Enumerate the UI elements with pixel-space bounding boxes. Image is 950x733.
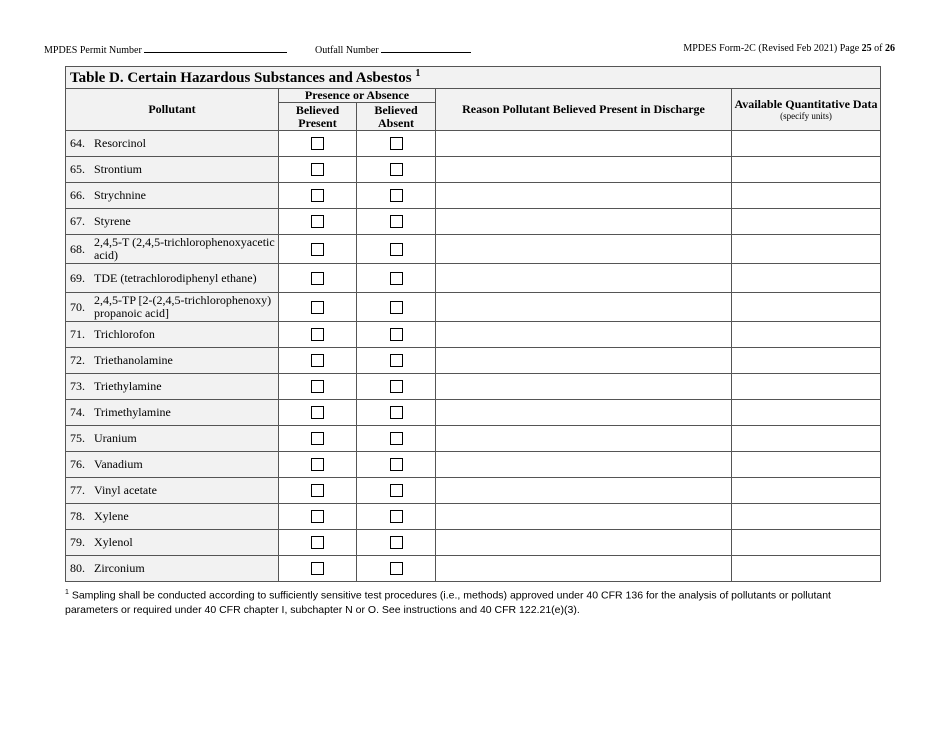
believed-present-cell (279, 322, 357, 348)
pollutant-name: Resorcinol (94, 136, 146, 150)
reason-input-cell[interactable] (436, 374, 732, 400)
believed-present-cell (279, 478, 357, 504)
believed-present-cell (279, 400, 357, 426)
reason-input-cell[interactable] (436, 235, 732, 264)
pollutant-name: Trimethylamine (94, 405, 171, 419)
table-row (66, 348, 881, 374)
quant-data-input-cell[interactable] (732, 209, 881, 235)
quant-data-input-cell[interactable] (732, 183, 881, 209)
pollutant-cell (66, 322, 279, 348)
table-title: Table D. Certain Hazardous Substances and Asbestos $^1$ (66, 67, 881, 89)
pollutant-name: Xylene (94, 509, 129, 523)
outfall-number-label: Outfall Number (315, 43, 471, 57)
believed-absent-checkbox[interactable] (390, 354, 403, 367)
believed-absent-checkbox[interactable] (390, 432, 403, 445)
believed-present-cell (279, 264, 357, 293)
quant-data-input-cell[interactable] (732, 131, 881, 157)
believed-absent-cell (357, 452, 436, 478)
believed-present-checkbox[interactable] (311, 163, 324, 176)
believed-absent-cell (357, 183, 436, 209)
quant-data-input-cell[interactable] (732, 478, 881, 504)
quant-data-input-cell[interactable] (732, 530, 881, 556)
believed-present-cell (279, 348, 357, 374)
believed-absent-checkbox[interactable] (390, 484, 403, 497)
pollutant-name: Strychnine (94, 188, 146, 202)
believed-present-cell (279, 235, 357, 264)
reason-input-cell[interactable] (436, 322, 732, 348)
quant-data-input-cell[interactable] (732, 400, 881, 426)
reason-input-cell[interactable] (436, 504, 732, 530)
believed-absent-cell (357, 293, 436, 322)
believed-absent-cell (357, 348, 436, 374)
believed-absent-checkbox[interactable] (390, 137, 403, 150)
believed-absent-checkbox[interactable] (390, 328, 403, 341)
believed-present-cell (279, 157, 357, 183)
pollutant-cell (66, 452, 279, 478)
table-row (66, 400, 881, 426)
pollutant-cell (66, 264, 279, 293)
pollutant-number: 79. (70, 535, 85, 549)
reason-input-cell[interactable] (436, 426, 732, 452)
pollutant-cell (66, 504, 279, 530)
pollutant-cell (66, 235, 279, 264)
believed-present-checkbox[interactable] (311, 432, 324, 445)
reason-input-cell[interactable] (436, 452, 732, 478)
believed-absent-checkbox[interactable] (390, 562, 403, 575)
believed-absent-cell (357, 426, 436, 452)
col-presence: Presence or Absence (279, 89, 436, 103)
quant-data-input-cell[interactable] (732, 235, 881, 264)
believed-present-checkbox[interactable] (311, 301, 324, 314)
page-current: 25 (861, 43, 872, 54)
reason-input-cell[interactable] (436, 209, 732, 235)
table-row (66, 452, 881, 478)
reason-input-cell[interactable] (436, 556, 732, 582)
hazardous-substances-table (65, 66, 880, 582)
pollutant-cell (66, 478, 279, 504)
believed-present-checkbox[interactable] (311, 189, 324, 202)
table-row (66, 209, 881, 235)
believed-present-cell (279, 293, 357, 322)
pollutant-name: 2,4,5-TP [2-(2,4,5-trichlorophenoxy) propanoic acid] (94, 293, 272, 320)
believed-absent-cell (357, 131, 436, 157)
believed-present-cell (279, 426, 357, 452)
believed-present-checkbox[interactable] (311, 354, 324, 367)
pollutant-cell (66, 131, 279, 157)
pollutant-number: 69. (70, 270, 85, 285)
believed-present-checkbox[interactable] (311, 272, 324, 285)
pollutant-cell (66, 293, 279, 322)
pollutant-name: Triethanolamine (94, 353, 173, 367)
table-row (66, 157, 881, 183)
pollutant-cell (66, 183, 279, 209)
believed-present-cell (279, 209, 357, 235)
pollutant-cell (66, 157, 279, 183)
pollutant-number: 70. (70, 299, 85, 314)
believed-present-cell (279, 374, 357, 400)
believed-absent-checkbox[interactable] (390, 215, 403, 228)
quant-data-input-cell[interactable] (732, 374, 881, 400)
table-row (66, 235, 881, 264)
reason-input-cell[interactable] (436, 400, 732, 426)
table-row (66, 322, 881, 348)
permit-number-field[interactable] (144, 43, 287, 53)
pollutant-name: Vanadium (94, 457, 143, 471)
believed-absent-cell (357, 504, 436, 530)
pollutant-name: Xylenol (94, 535, 133, 549)
believed-present-checkbox[interactable] (311, 536, 324, 549)
believed-present-checkbox[interactable] (311, 215, 324, 228)
quant-data-input-cell[interactable] (732, 264, 881, 293)
believed-present-cell (279, 183, 357, 209)
pollutant-name: Styrene (94, 214, 131, 228)
pollutant-cell (66, 556, 279, 582)
believed-present-checkbox[interactable] (311, 243, 324, 256)
believed-absent-checkbox[interactable] (390, 272, 403, 285)
table-row (66, 264, 881, 293)
believed-absent-cell (357, 235, 436, 264)
permit-number-label: MPDES Permit Number (44, 43, 287, 57)
table-row (66, 478, 881, 504)
believed-present-checkbox[interactable] (311, 406, 324, 419)
quant-data-input-cell[interactable] (732, 293, 881, 322)
pollutant-number: 78. (70, 509, 85, 523)
pollutant-name: Uranium (94, 431, 137, 445)
believed-absent-cell (357, 322, 436, 348)
believed-absent-checkbox[interactable] (390, 458, 403, 471)
reason-input-cell[interactable] (436, 293, 732, 322)
believed-present-checkbox[interactable] (311, 484, 324, 497)
believed-present-checkbox[interactable] (311, 562, 324, 575)
pollutant-number: 77. (70, 483, 85, 497)
believed-absent-checkbox[interactable] (390, 163, 403, 176)
pollutant-cell (66, 374, 279, 400)
pollutant-number: 65. (70, 162, 85, 176)
quant-data-input-cell[interactable] (732, 157, 881, 183)
pollutant-name: Zirconium (94, 561, 145, 575)
pollutant-name: Trichlorofon (94, 327, 155, 341)
quant-data-input-cell[interactable] (732, 322, 881, 348)
believed-absent-cell (357, 478, 436, 504)
believed-present-cell (279, 556, 357, 582)
pollutant-name: Vinyl acetate (94, 483, 157, 497)
table-row (66, 504, 881, 530)
page-total: 26 (885, 43, 895, 54)
believed-absent-cell (357, 530, 436, 556)
pollutant-name: Triethylamine (94, 379, 162, 393)
believed-present-cell (279, 452, 357, 478)
outfall-number-field[interactable] (381, 43, 471, 53)
believed-present-cell (279, 131, 357, 157)
table-row (66, 183, 881, 209)
col-reason: Reason Pollutant Believed Present in Discharge (436, 89, 732, 131)
believed-absent-checkbox[interactable] (390, 536, 403, 549)
pollutant-cell (66, 426, 279, 452)
quant-data-input-cell[interactable] (732, 426, 881, 452)
believed-absent-cell (357, 264, 436, 293)
pollutant-number: 75. (70, 431, 85, 445)
believed-absent-checkbox[interactable] (390, 406, 403, 419)
pollutant-name: Strontium (94, 162, 143, 176)
pollutant-name: TDE (tetrachlorodiphenyl ethane) (94, 270, 257, 285)
believed-absent-checkbox[interactable] (390, 380, 403, 393)
pollutant-cell (66, 209, 279, 235)
col-believed-absent: Believed Absent (357, 103, 436, 131)
believed-absent-cell (357, 400, 436, 426)
believed-absent-checkbox[interactable] (390, 243, 403, 256)
pollutant-number: 74. (70, 405, 85, 419)
pollutant-number: 76. (70, 457, 85, 471)
believed-present-checkbox[interactable] (311, 510, 324, 523)
reason-input-cell[interactable] (436, 348, 732, 374)
pollutant-number: 64. (70, 136, 85, 150)
quant-data-input-cell[interactable] (732, 348, 881, 374)
reason-input-cell[interactable] (436, 131, 732, 157)
believed-absent-cell (357, 209, 436, 235)
believed-absent-cell (357, 157, 436, 183)
believed-present-cell (279, 530, 357, 556)
table-row (66, 556, 881, 582)
believed-absent-checkbox[interactable] (390, 510, 403, 523)
table-row (66, 426, 881, 452)
quant-data-input-cell[interactable] (732, 452, 881, 478)
pollutant-cell (66, 530, 279, 556)
quant-data-input-cell[interactable] (732, 504, 881, 530)
table-row (66, 293, 881, 322)
col-quant: Available Quantitative Data (specify units) (732, 89, 881, 131)
believed-absent-checkbox[interactable] (390, 301, 403, 314)
reason-input-cell[interactable] (436, 157, 732, 183)
reason-input-cell[interactable] (436, 478, 732, 504)
believed-present-checkbox[interactable] (311, 380, 324, 393)
believed-present-cell (279, 504, 357, 530)
believed-absent-cell (357, 556, 436, 582)
believed-present-checkbox[interactable] (311, 137, 324, 150)
quant-data-input-cell[interactable] (732, 556, 881, 582)
pollutant-cell (66, 400, 279, 426)
pollutant-number: 72. (70, 353, 85, 367)
col-pollutant: Pollutant (66, 89, 279, 131)
table-row (66, 131, 881, 157)
reason-input-cell[interactable] (436, 264, 732, 293)
reason-input-cell[interactable] (436, 183, 732, 209)
believed-absent-cell (357, 374, 436, 400)
col-believed-present: Believed Present (279, 103, 357, 131)
pollutant-number: 66. (70, 188, 85, 202)
pollutant-number: 80. (70, 561, 85, 575)
pollutant-cell (66, 348, 279, 374)
table-row (66, 374, 881, 400)
believed-present-checkbox[interactable] (311, 458, 324, 471)
footnote: $^1$ Sampling shall be conducted according to sufficiently sensitive test procedures (i.e., methods) approved under 40 CFR 136 for the analysis of pollutants or pollutant parameters or required under 40 CFR chapter I, subchapter N or O. See instructions and 40 CFR 122.21(e)(3). (65, 589, 831, 616)
table-row (66, 530, 881, 556)
pollutant-name: 2,4,5-T (2,4,5-trichlorophenoxyacetic acid) (94, 235, 275, 262)
reason-input-cell[interactable] (436, 530, 732, 556)
believed-present-checkbox[interactable] (311, 328, 324, 341)
pollutant-number: 67. (70, 214, 85, 228)
form-page-info: MPDES Form-2C (Revised Feb 2021) Page 25 of 26 (683, 43, 895, 54)
pollutant-number: 68. (70, 241, 85, 256)
pollutant-number: 71. (70, 327, 85, 341)
pollutant-number: 73. (70, 379, 85, 393)
believed-absent-checkbox[interactable] (390, 189, 403, 202)
